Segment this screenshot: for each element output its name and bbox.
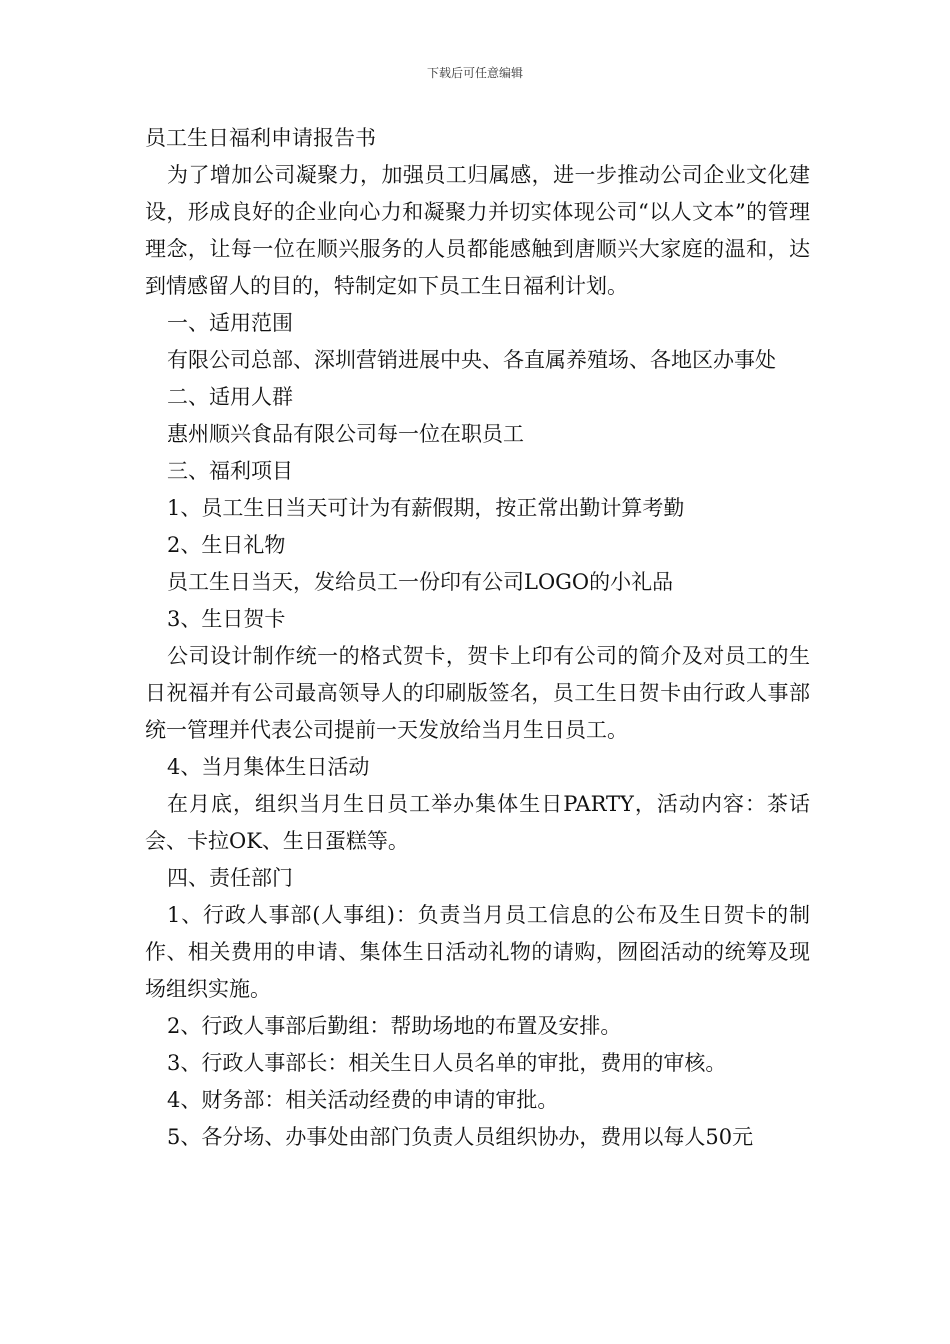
section-3-item-4: 4、当月集体生日活动 [167, 755, 370, 779]
section-4-item-5: 5、各分场、办事处由部门负责人员组织协办，费用以每人50元 [167, 1125, 754, 1149]
section-4-heading: 四、责任部门 [167, 866, 293, 890]
section-1-heading: 一、适用范围 [167, 311, 293, 335]
section-3-item-4-body: 在月底，组织当月生日员工举办集体生日PARTY，活动内容：茶话会、卡拉OK、生日蛋糕等。 [145, 792, 810, 853]
section-2-body: 惠州顺兴食品有限公司每一位在职员工 [167, 422, 524, 446]
section-3-item-2: 2、生日礼物 [167, 533, 286, 557]
section-4-item-1: 1、行政人事部(人事组)：负责当月员工信息的公布及生日贺卡的制作、相关费用的申请、集体生日活动礼物的请购，囫囵活动的统筹及现场组织实施。 [145, 903, 810, 1001]
section-4-item-4: 4、财务部：相关活动经费的申请的审批。 [167, 1088, 559, 1112]
section-1-body: 有限公司总部、深圳营销进展中央、各直属养殖场、各地区办事处 [167, 348, 776, 372]
section-4-item-3: 3、行政人事部长：相关生日人员名单的审批，费用的审核。 [167, 1051, 727, 1075]
page-header: 下载后可任意编辑 [426, 66, 523, 80]
intro-paragraph: 为了增加公司凝聚力，加强员工归属感，进一步推动公司企业文化建设，形成良好的企业向心力和凝聚力并切实体现公司“以人文本”的管理理念，让每一位在顺兴服务的人员都能感触到唐顺兴大家庭的温和，达到情感留人的目的，特制定如下员工生日福利计划。 [145, 163, 810, 298]
section-3-item-2-body: 员工生日当天，发给员工一份印有公司LOGO的小礼品 [167, 570, 674, 594]
section-3-item-3-body: 公司设计制作统一的格式贺卡，贺卡上印有公司的简介及对员工的生日祝福并有公司最高领导人的印刷版签名，员工生日贺卡由行政人事部统一管理并代表公司提前一天发放给当月生日员工。 [145, 644, 810, 742]
document-body [145, 120, 810, 1156]
section-2-heading: 二、适用人群 [167, 385, 293, 409]
section-3-heading: 三、福利项目 [167, 459, 293, 483]
document-title: 员工生日福利申请报告书 [145, 126, 376, 150]
section-3-item-3: 3、生日贺卡 [167, 607, 286, 631]
section-3-item-1: 1、员工生日当天可计为有薪假期，按正常出勤计算考勤 [167, 496, 685, 520]
section-4-item-2: 2、行政人事部后勤组：帮助场地的布置及安排。 [167, 1014, 622, 1038]
